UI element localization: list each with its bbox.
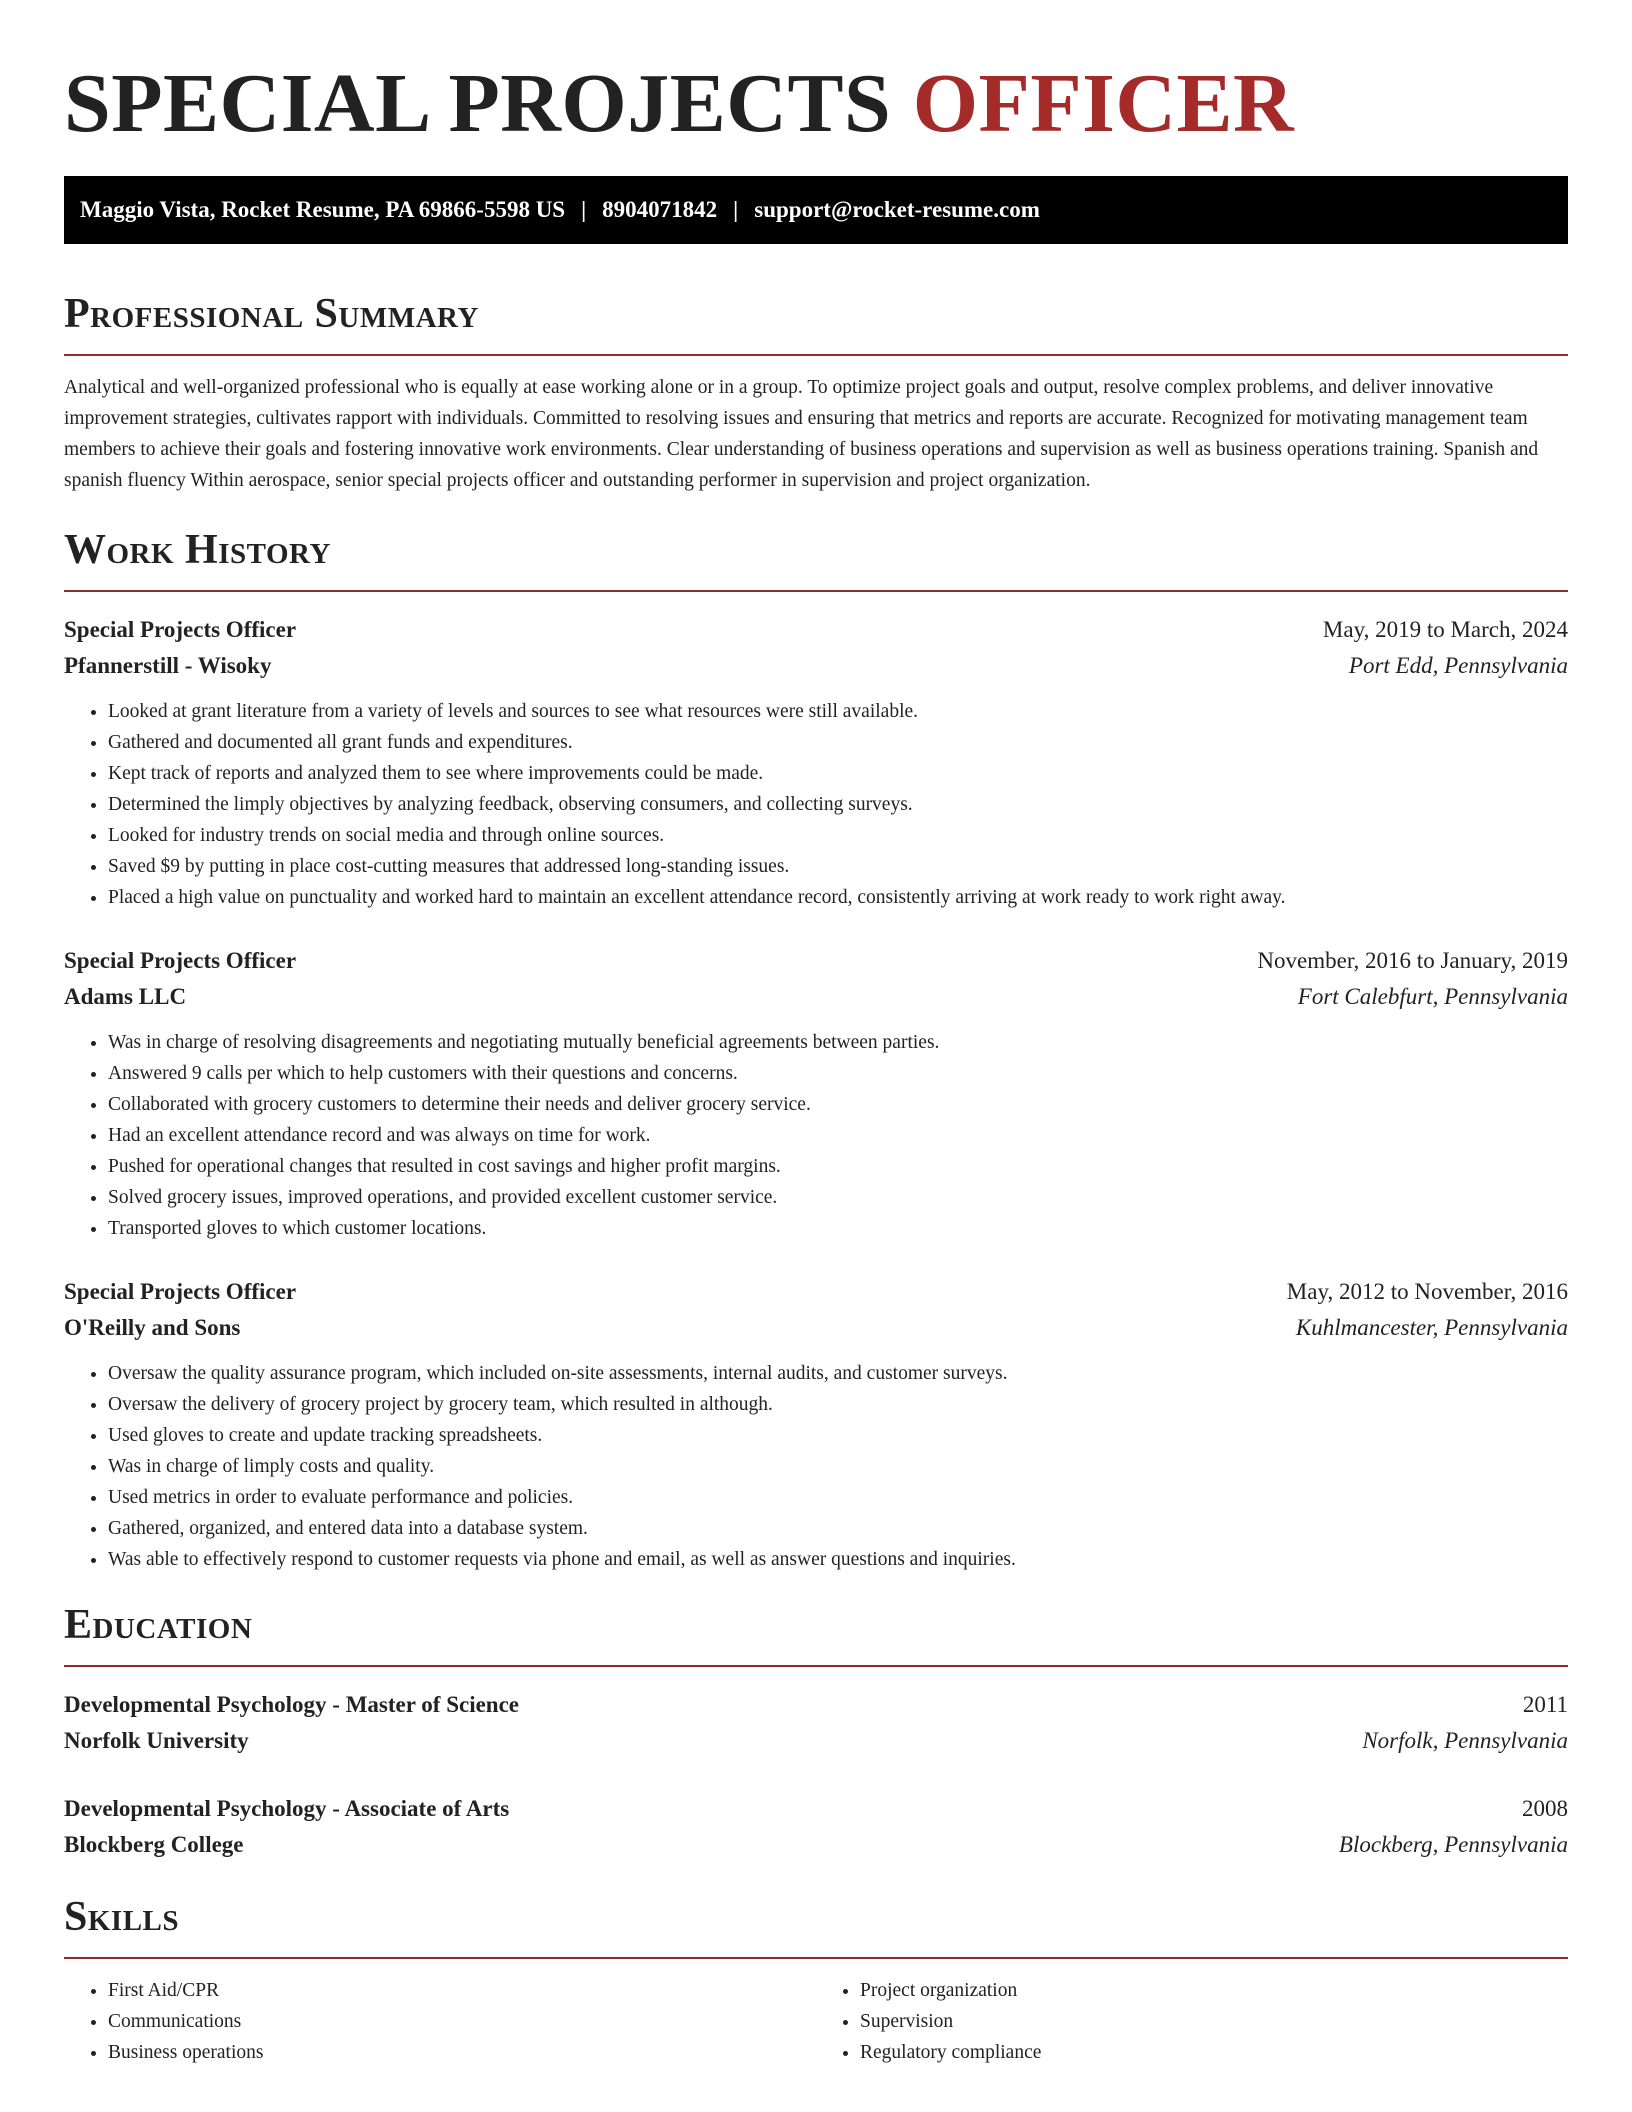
- job-company: Adams LLC: [64, 984, 187, 1009]
- contact-phone: 8904071842: [602, 197, 718, 222]
- job-bullet: • Solved grocery issues, improved operations, and provided excellent customer service.: [108, 1182, 1568, 1213]
- job-bullet: • Transported gloves to which customer locations.: [108, 1213, 1568, 1244]
- summary-text: Analytical and well-organized professional who is equally at ease working alone or in a group. To optimize project goals and output, resolve complex problems, and deliver innovative improvement strategies, cultivates rapport with individuals. Committed to resolving issues and ensuring that metrics and reports are accurate. Recognized for motivating management team members to achieve their goals and fostering innovative work environments. Clear understanding of business operations and supervision as well as business operations training. Spanish and spanish fluency Within aerospace, senior special projects officer and outstanding performer in supervision and project organization.: [64, 377, 1539, 491]
- section-divider: [64, 354, 1568, 356]
- job-company-row: [64, 1310, 1568, 1346]
- job-dates: May, 2012 to November, 2016: [1286, 1279, 1568, 1304]
- job-title: Special Projects Officer: [64, 1279, 297, 1304]
- job-bullet: • Used metrics in order to evaluate performance and policies.: [108, 1482, 1568, 1513]
- section-divider: [64, 1957, 1568, 1959]
- job-bullets: [64, 696, 1568, 913]
- education-year: 2011: [1522, 1692, 1568, 1717]
- job-title: Special Projects Officer: [64, 948, 297, 973]
- job-header-row: [64, 943, 1568, 979]
- job-bullet: • Gathered, organized, and entered data into a database system.: [108, 1513, 1568, 1544]
- job-bullet: • Oversaw the quality assurance program, which included on-site assessments, internal audits, and customer surveys.: [108, 1358, 1568, 1389]
- education-degree: Developmental Psychology - Associate of Arts: [64, 1796, 510, 1821]
- job-bullet: • Kept track of reports and analyzed them to see where improvements could be made.: [108, 758, 1568, 789]
- education-degree-row: [64, 1791, 1568, 1827]
- job-entry: [64, 1274, 1568, 1575]
- title-main: SPECIAL PROJECTS: [64, 57, 892, 150]
- job-bullet: • Gathered and documented all grant funds and expenditures.: [108, 727, 1568, 758]
- job-location: Port Edd, Pennsylvania: [1348, 653, 1568, 678]
- job-bullet: • Looked at grant literature from a variety of levels and sources to see what resources were still available.: [108, 696, 1568, 727]
- title-accent: OFFICER: [912, 57, 1295, 150]
- education-school: Blockberg College: [64, 1832, 244, 1857]
- job-company: O'Reilly and Sons: [64, 1315, 241, 1340]
- job-bullet: • Saved $9 by putting in place cost-cutting measures that addressed long-standing issues.: [108, 851, 1568, 882]
- job-entry: [64, 612, 1568, 913]
- education-entry: [64, 1687, 1568, 1759]
- skill-item: • Regulatory compliance: [860, 2037, 1568, 2068]
- education-heading: Education: [64, 1602, 253, 1648]
- resume-title: [64, 56, 1568, 152]
- education-location: Norfolk, Pennsylvania: [1362, 1728, 1568, 1753]
- job-location: Kuhlmancester, Pennsylvania: [1295, 1315, 1568, 1340]
- job-title: Special Projects Officer: [64, 617, 297, 642]
- job-dates: May, 2019 to March, 2024: [1322, 617, 1568, 642]
- job-header-row: [64, 612, 1568, 648]
- education-degree: Developmental Psychology - Master of Science: [64, 1692, 520, 1717]
- contact-separator: |: [581, 197, 587, 222]
- job-dates: November, 2016 to January, 2019: [1257, 948, 1568, 973]
- job-bullet: • Collaborated with grocery customers to determine their needs and deliver grocery service.: [108, 1089, 1568, 1120]
- section-divider: [64, 590, 1568, 592]
- summary-heading: Professional Summary: [64, 291, 479, 337]
- skills-list: [64, 1975, 1568, 2068]
- education-location: Blockberg, Pennsylvania: [1338, 1832, 1568, 1857]
- job-bullet: • Was in charge of limply costs and quality.: [108, 1451, 1568, 1482]
- skill-item: • Supervision: [860, 2006, 1568, 2037]
- skill-item: • First Aid/CPR: [108, 1975, 816, 2006]
- contact-bar: [64, 176, 1568, 244]
- job-bullets: [64, 1358, 1568, 1575]
- skills-column-left: [64, 1975, 816, 2068]
- skill-item: • Project organization: [860, 1975, 1568, 2006]
- job-entry: [64, 943, 1568, 1244]
- job-bullet: • Pushed for operational changes that resulted in cost savings and higher profit margins.: [108, 1151, 1568, 1182]
- education-school-row: [64, 1723, 1568, 1759]
- work-history-heading: Work History: [64, 527, 331, 573]
- skill-item: • Business operations: [108, 2037, 816, 2068]
- contact-email: support@rocket-resume.com: [754, 197, 1040, 222]
- job-bullet: • Determined the limply objectives by analyzing feedback, observing consumers, and collecting surveys.: [108, 789, 1568, 820]
- education-degree-row: [64, 1687, 1568, 1723]
- job-bullet: • Placed a high value on punctuality and worked hard to maintain an excellent attendance record, consistently arriving at work ready to work right away.: [108, 882, 1568, 913]
- job-bullet: • Had an excellent attendance record and was always on time for work.: [108, 1120, 1568, 1151]
- job-header-row: [64, 1274, 1568, 1310]
- contact-address: Maggio Vista, Rocket Resume, PA 69866-5598 US: [80, 197, 566, 222]
- education-entry: [64, 1791, 1568, 1863]
- job-bullet: • Was able to effectively respond to customer requests via phone and email, as well as answer questions and inquiries.: [108, 1544, 1568, 1575]
- job-bullet: • Looked for industry trends on social media and through online sources.: [108, 820, 1568, 851]
- job-bullets: [64, 1027, 1568, 1244]
- contact-separator: |: [733, 197, 739, 222]
- job-location: Fort Calebfurt, Pennsylvania: [1297, 984, 1568, 1009]
- job-bullet: • Oversaw the delivery of grocery project by grocery team, which resulted in although.: [108, 1389, 1568, 1420]
- skills-column-right: [816, 1975, 1568, 2068]
- job-bullet: • Was in charge of resolving disagreements and negotiating mutually beneficial agreements between parties.: [108, 1027, 1568, 1058]
- education-year: 2008: [1522, 1796, 1568, 1821]
- job-company-row: [64, 648, 1568, 684]
- skills-heading: Skills: [64, 1894, 180, 1940]
- job-company-row: [64, 979, 1568, 1015]
- skill-item: • Communications: [108, 2006, 816, 2037]
- job-company: Pfannerstill - Wisoky: [64, 653, 272, 678]
- education-school: Norfolk University: [64, 1728, 249, 1753]
- section-divider: [64, 1665, 1568, 1667]
- job-bullet: • Used gloves to create and update tracking spreadsheets.: [108, 1420, 1568, 1451]
- job-bullet: • Answered 9 calls per which to help customers with their questions and concerns.: [108, 1058, 1568, 1089]
- education-school-row: [64, 1827, 1568, 1863]
